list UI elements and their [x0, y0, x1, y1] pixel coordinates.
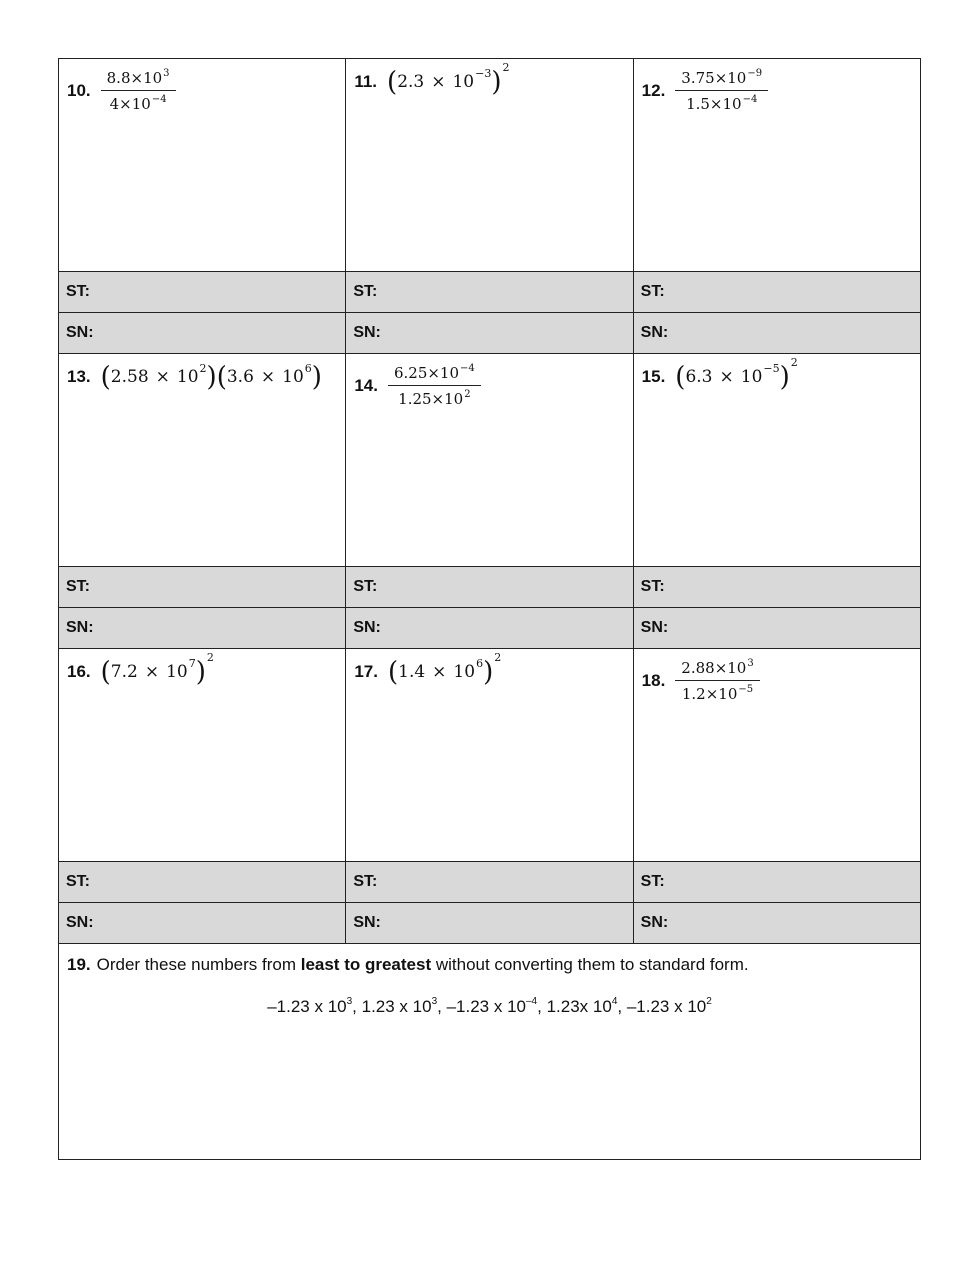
st-row-2 [59, 567, 920, 608]
number-separator: , [352, 997, 362, 1016]
prompt-text-before: Order these numbers from [96, 955, 301, 974]
sn-row-3 [59, 903, 920, 944]
problem-11 [354, 60, 632, 98]
problem-number: 17. [354, 662, 378, 681]
numerator [101, 69, 176, 91]
denominator-exponent: −5 [738, 684, 754, 695]
exponent: 7 [188, 656, 196, 670]
sn-label: SN: [59, 313, 346, 353]
number-exponent: 2 [706, 996, 712, 1008]
times-symbol: × [144, 662, 160, 682]
number-coefficient: –1.23 x 10 [446, 997, 526, 1016]
exponent: −3 [475, 66, 492, 80]
numerator-coef: 6.25×10 [393, 364, 460, 382]
number-coefficient: 1.23x 10 [546, 997, 612, 1016]
numerator-coef: 2.88×10 [681, 659, 747, 677]
problem-row-3 [59, 649, 920, 862]
problem-number: 10. [67, 81, 91, 100]
number-exponent: 3 [431, 996, 438, 1008]
open-paren: ( [100, 361, 111, 393]
problem-number: 19. [67, 955, 91, 974]
open-paren: ( [675, 361, 686, 393]
coefficient: 2.58 [110, 367, 149, 387]
worksheet-grid [58, 58, 921, 1160]
number-exponent: 3 [346, 996, 353, 1008]
expression [387, 60, 510, 98]
base: 10 [176, 367, 199, 387]
prompt-text-bold: least to greatest [300, 955, 432, 974]
denominator-coef: 1.25×10 [398, 390, 464, 408]
question-19-cell [59, 944, 920, 1159]
problem-15 [641, 355, 920, 393]
outer-exponent: 2 [206, 650, 214, 664]
open-paren: ( [387, 656, 399, 688]
coefficient: 3.6 [226, 367, 254, 387]
number-item [267, 997, 361, 1016]
number-item [627, 997, 712, 1016]
problem-12 [642, 69, 920, 113]
coefficient: 2.3 [397, 72, 425, 92]
outer-exponent: 2 [494, 650, 502, 664]
denominator-coef: 1.5×10 [686, 95, 742, 113]
problem-10-cell [59, 59, 346, 271]
st-label: ST: [346, 862, 633, 902]
base: 10 [166, 662, 188, 682]
numerator [388, 364, 481, 386]
expression [100, 361, 322, 393]
problem-number: 12. [641, 81, 666, 100]
problem-15-cell [634, 354, 920, 566]
number-exponent: –4 [526, 996, 538, 1008]
problem-number: 15. [641, 367, 666, 386]
number-coefficient: 1.23 x 10 [361, 997, 432, 1016]
st-label: ST: [640, 578, 665, 595]
denominator-exponent: −4 [151, 94, 167, 105]
numerator [675, 69, 768, 91]
fraction [101, 69, 176, 113]
denominator [392, 386, 476, 408]
outer-exponent: 2 [790, 355, 798, 369]
problem-row-1 [59, 59, 920, 272]
exponent: 6 [304, 361, 312, 375]
numerator-coef: 8.8×10 [106, 69, 163, 87]
coefficient: 6.3 [685, 367, 713, 387]
numerator-exponent: −4 [460, 363, 475, 374]
number-coefficient: –1.23 x 10 [267, 997, 347, 1016]
denominator-exponent: 2 [464, 389, 471, 400]
numerator [675, 659, 759, 681]
sn-label: SN: [346, 903, 633, 943]
sn-label: SN: [346, 608, 633, 648]
numbers-list [67, 997, 912, 1017]
problem-row-2 [59, 354, 920, 567]
denominator [676, 681, 759, 703]
numerator-exponent: 3 [163, 68, 170, 79]
times-symbol: × [719, 367, 734, 387]
problem-14 [354, 364, 632, 408]
close-paren: ) [483, 656, 494, 688]
denominator-coef: 4×10 [109, 95, 151, 113]
fraction [675, 659, 759, 703]
number-separator: , [617, 997, 627, 1016]
st-label: ST: [346, 272, 633, 312]
problem-17 [354, 650, 632, 688]
number-item [547, 997, 627, 1016]
coefficient: 1.4 [398, 662, 426, 682]
problem-11-cell [346, 59, 633, 271]
times-symbol: × [260, 367, 276, 387]
exponent: 6 [476, 656, 484, 670]
close-paren: ) [311, 361, 322, 393]
sn-row-1 [59, 313, 920, 354]
times-symbol: × [155, 367, 170, 387]
number-separator: , [437, 997, 447, 1016]
problem-18 [642, 659, 920, 703]
numerator-exponent: 3 [747, 658, 754, 669]
problem-number: 16. [67, 662, 91, 681]
sn-row-2 [59, 608, 920, 649]
problem-number: 18. [641, 671, 666, 690]
problem-number: 13. [67, 367, 91, 386]
st-row-3 [59, 862, 920, 903]
problem-number: 14. [354, 376, 378, 395]
sn-label: SN: [59, 608, 346, 648]
close-paren: ) [491, 66, 502, 98]
sn-label: SN: [640, 619, 669, 636]
base: 10 [282, 367, 304, 387]
problem-14-cell [346, 354, 633, 566]
close-paren: ) [779, 361, 790, 393]
denominator [680, 91, 763, 113]
base: 10 [453, 662, 476, 682]
st-label: ST: [346, 567, 633, 607]
problem-12-cell [634, 59, 920, 271]
coefficient: 7.2 [110, 662, 138, 682]
fraction [675, 69, 768, 113]
times-symbol: × [431, 72, 446, 92]
exponent: 2 [199, 361, 207, 375]
number-exponent: 4 [611, 996, 618, 1008]
prompt-text-after: without converting them to standard form. [431, 955, 749, 974]
close-paren: ) [206, 361, 217, 393]
denominator-coef: 1.2×10 [681, 685, 738, 703]
times-symbol: × [432, 662, 447, 682]
expression [100, 650, 214, 688]
numerator-exponent: −9 [747, 68, 763, 79]
problem-13-cell [59, 354, 346, 566]
number-separator: , [537, 997, 547, 1016]
problem-16 [67, 650, 345, 688]
question-19-prompt [67, 955, 912, 975]
numerator-coef: 3.75×10 [681, 69, 747, 87]
base: 10 [452, 72, 475, 92]
denominator [104, 91, 173, 113]
number-coefficient: –1.23 x 10 [626, 997, 707, 1016]
open-paren: ( [216, 361, 227, 393]
st-row-1 [59, 272, 920, 313]
problem-16-cell [59, 649, 346, 861]
outer-exponent: 2 [502, 60, 510, 74]
fraction [388, 364, 481, 408]
problem-17-cell [346, 649, 633, 861]
problem-13 [67, 361, 345, 393]
number-item [447, 997, 547, 1016]
sn-label: SN: [640, 324, 669, 341]
st-label: ST: [640, 283, 665, 300]
expression [387, 650, 502, 688]
base: 10 [740, 367, 763, 387]
st-label: ST: [59, 862, 346, 902]
open-paren: ( [100, 656, 111, 688]
st-label: ST: [640, 873, 665, 890]
question-19-row [59, 944, 920, 1159]
open-paren: ( [387, 66, 398, 98]
expression [675, 355, 798, 393]
denominator-exponent: −4 [742, 94, 758, 105]
close-paren: ) [195, 656, 206, 688]
st-label: ST: [59, 272, 346, 312]
sn-label: SN: [346, 313, 633, 353]
problem-number: 11. [354, 72, 378, 91]
sn-label: SN: [640, 914, 669, 931]
sn-label: SN: [59, 903, 346, 943]
problem-18-cell [634, 649, 920, 861]
st-label: ST: [59, 567, 346, 607]
number-item [362, 997, 447, 1016]
exponent: −5 [763, 361, 780, 375]
problem-10 [67, 69, 345, 113]
